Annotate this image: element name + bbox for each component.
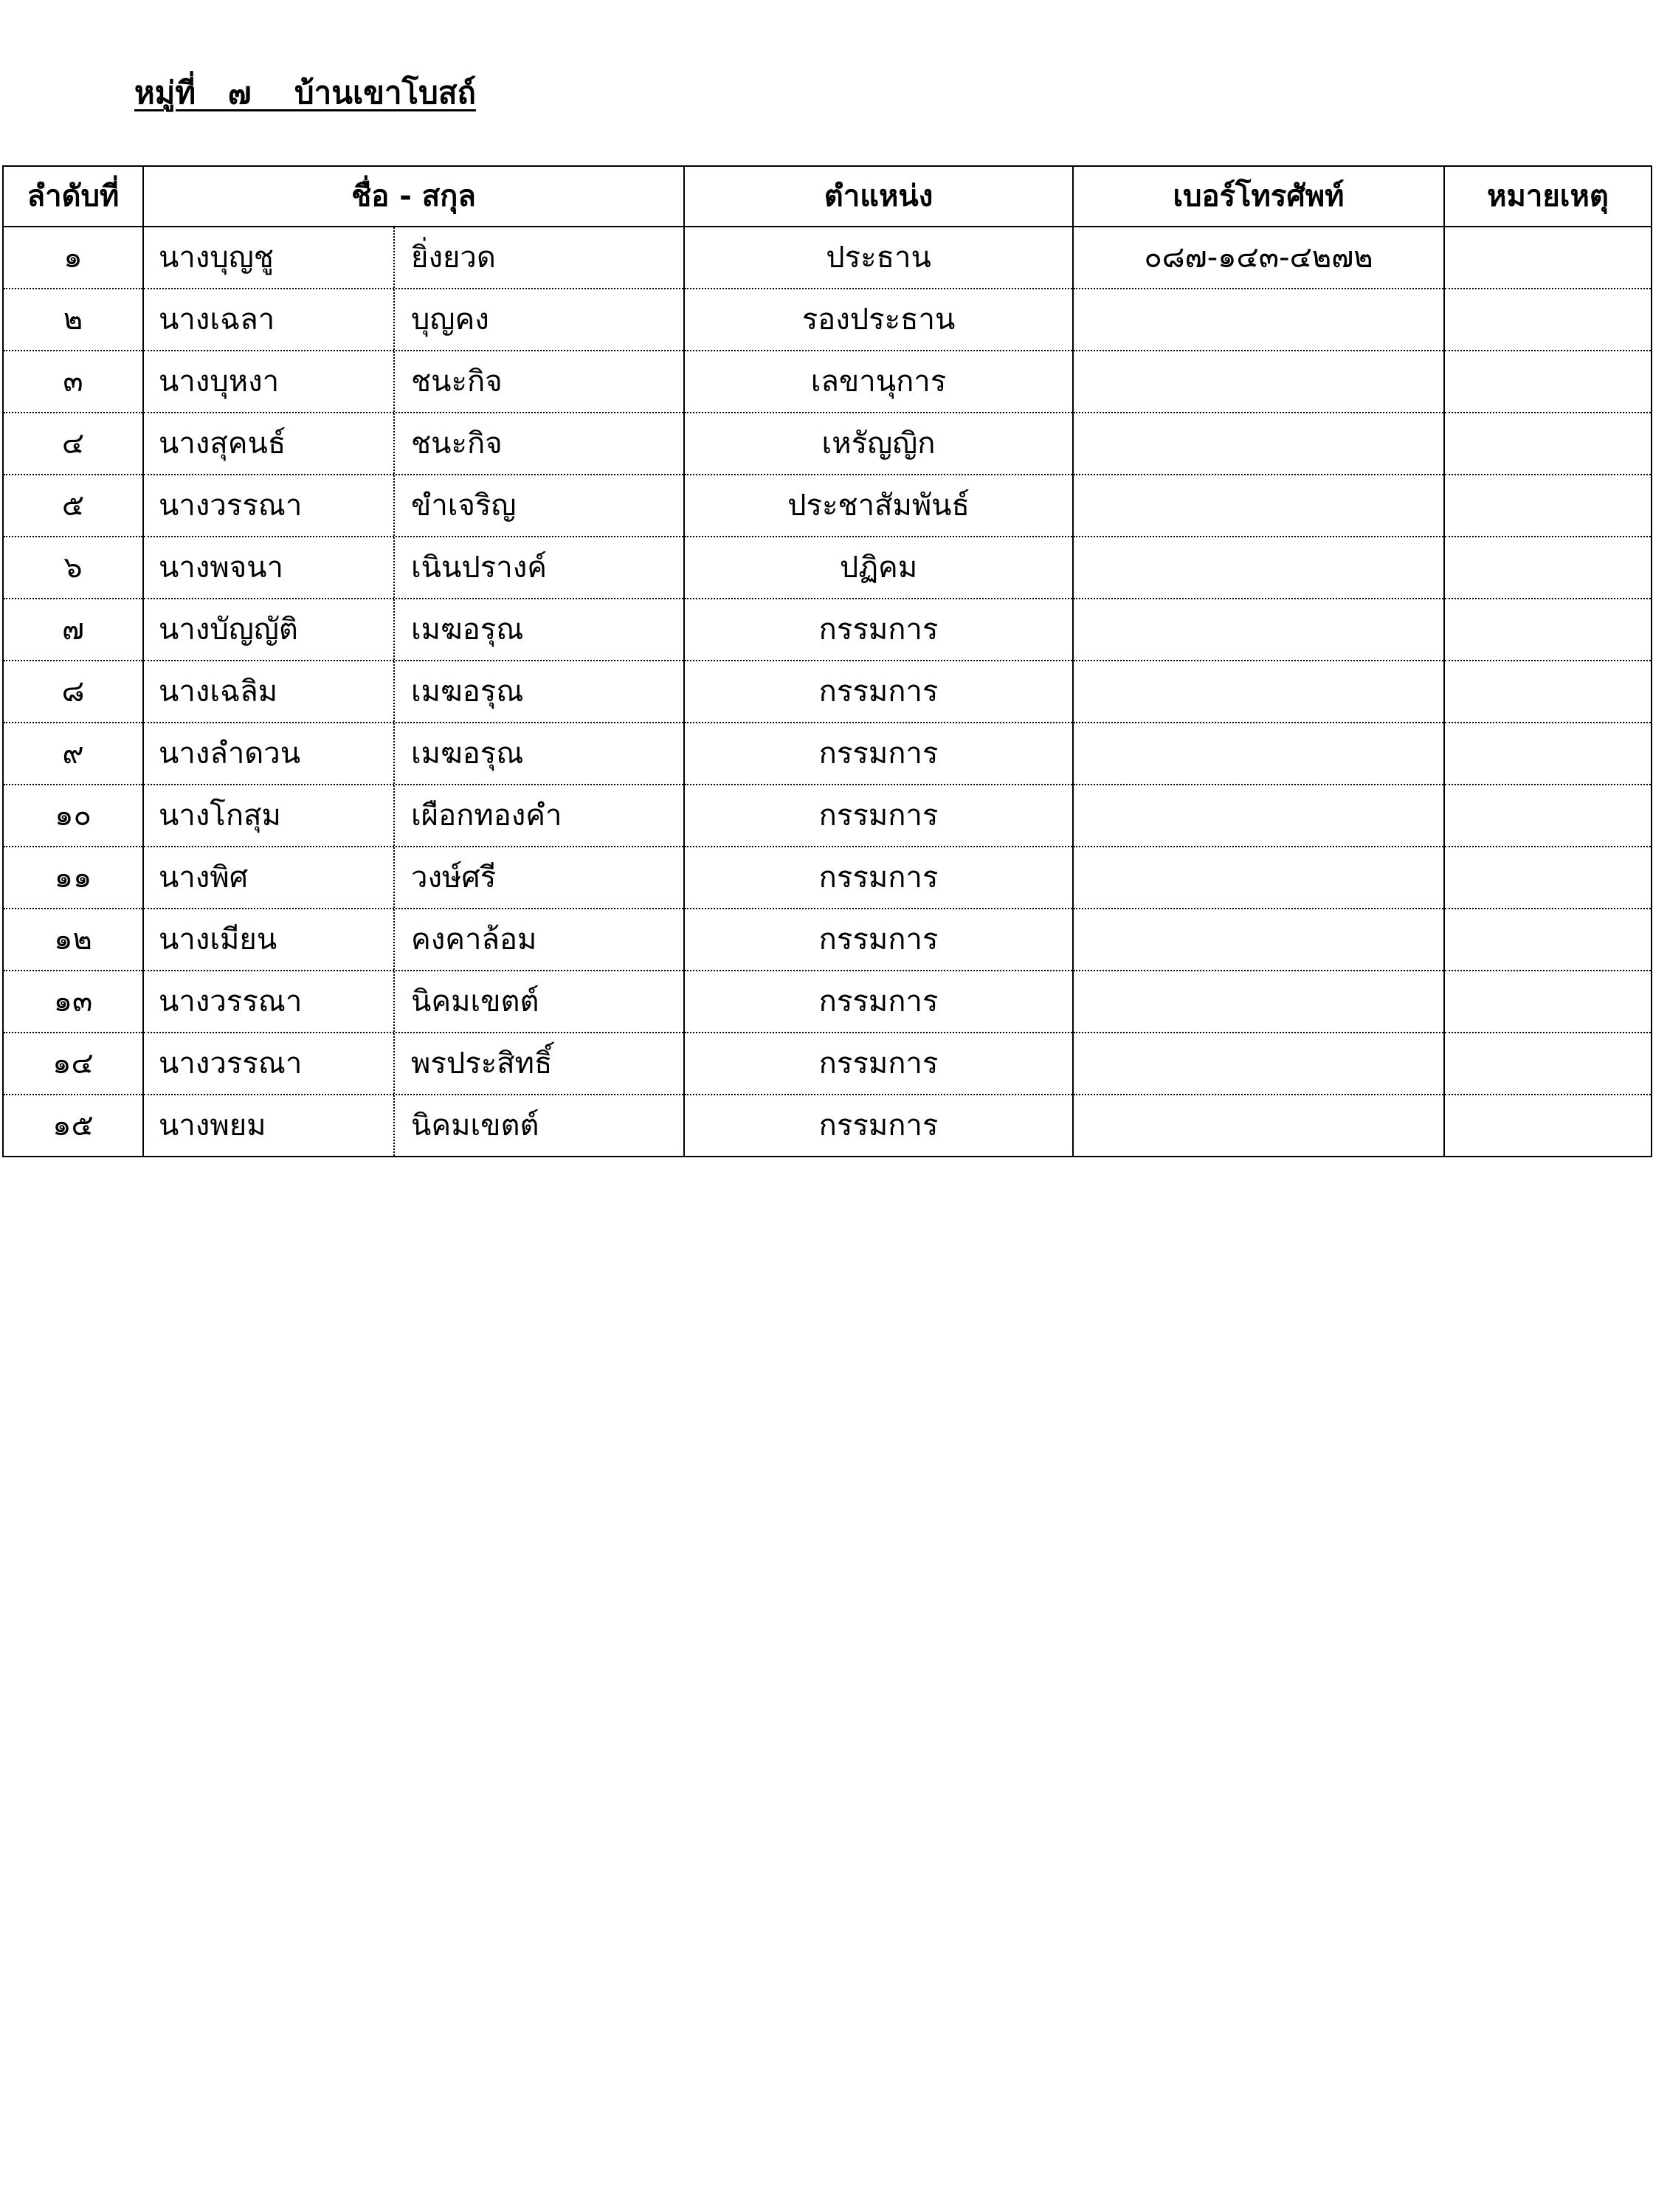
cell-position: เลขานุการ bbox=[684, 351, 1073, 413]
cell-remark bbox=[1444, 351, 1652, 413]
cell-no: ๑๕ bbox=[3, 1095, 143, 1157]
last-name: เมฆอรุณ bbox=[411, 675, 524, 709]
cell-name bbox=[143, 723, 684, 785]
cell-position: กรรมการ bbox=[684, 971, 1073, 1033]
cell-phone bbox=[1073, 1033, 1444, 1095]
first-name: นางบุหงา bbox=[159, 365, 280, 399]
table-row bbox=[3, 351, 1652, 413]
table-header-row bbox=[3, 166, 1652, 227]
table-row bbox=[3, 1033, 1652, 1095]
table-row bbox=[3, 1095, 1652, 1157]
name-divider bbox=[393, 909, 395, 970]
cell-phone bbox=[1073, 785, 1444, 847]
table-row bbox=[3, 971, 1652, 1033]
cell-position: ประธาน bbox=[684, 227, 1073, 289]
first-name: นางวรรณา bbox=[159, 1047, 303, 1081]
cell-no: ๖ bbox=[3, 537, 143, 599]
document-title: หมู่ที่ ๗ บ้านเขาโบสถ์ bbox=[134, 75, 476, 111]
cell-no: ๑๔ bbox=[3, 1033, 143, 1095]
cell-phone bbox=[1073, 599, 1444, 661]
last-name: บุญคง bbox=[411, 303, 489, 337]
last-name: เผือกทองคำ bbox=[411, 799, 562, 833]
cell-name bbox=[143, 661, 684, 723]
first-name: นางพยม bbox=[159, 1109, 266, 1143]
table-row bbox=[3, 661, 1652, 723]
cell-no: ๓ bbox=[3, 351, 143, 413]
last-name: ยิ่งยวด bbox=[411, 241, 496, 275]
cell-position: กรรมการ bbox=[684, 1095, 1073, 1157]
cell-remark bbox=[1444, 413, 1652, 475]
table-row bbox=[3, 475, 1652, 537]
first-name: นางวรรณา bbox=[159, 985, 303, 1019]
header-name: ชื่อ - สกุล bbox=[143, 166, 684, 227]
cell-name bbox=[143, 599, 684, 661]
cell-remark bbox=[1444, 661, 1652, 723]
committee-table bbox=[2, 165, 1652, 1157]
header-no: ลำดับที่ bbox=[3, 166, 143, 227]
cell-remark bbox=[1444, 847, 1652, 909]
cell-no: ๔ bbox=[3, 413, 143, 475]
cell-remark bbox=[1444, 909, 1652, 971]
name-divider bbox=[393, 785, 395, 846]
cell-phone bbox=[1073, 971, 1444, 1033]
cell-position: กรรมการ bbox=[684, 1033, 1073, 1095]
first-name: นางเฉลา bbox=[159, 303, 275, 337]
table-row bbox=[3, 537, 1652, 599]
cell-no: ๑๓ bbox=[3, 971, 143, 1033]
cell-remark bbox=[1444, 1033, 1652, 1095]
cell-position: กรรมการ bbox=[684, 723, 1073, 785]
cell-name bbox=[143, 971, 684, 1033]
first-name: นางสุคนธ์ bbox=[159, 427, 286, 461]
table-body bbox=[3, 227, 1652, 1157]
cell-name bbox=[143, 289, 684, 351]
first-name: นางโกสุม bbox=[159, 799, 281, 833]
name-divider bbox=[393, 289, 395, 350]
cell-phone bbox=[1073, 1095, 1444, 1157]
cell-phone bbox=[1073, 475, 1444, 537]
first-name: นางพจนา bbox=[159, 551, 283, 585]
last-name: ขำเจริญ bbox=[411, 489, 517, 523]
last-name: วงษ์ศรี bbox=[411, 861, 497, 895]
cell-position: กรรมการ bbox=[684, 599, 1073, 661]
name-divider bbox=[393, 1095, 395, 1156]
cell-phone bbox=[1073, 847, 1444, 909]
cell-phone bbox=[1073, 661, 1444, 723]
cell-no: ๗ bbox=[3, 599, 143, 661]
first-name: นางเมียน bbox=[159, 923, 277, 957]
cell-name bbox=[143, 351, 684, 413]
cell-remark bbox=[1444, 971, 1652, 1033]
cell-no: ๙ bbox=[3, 723, 143, 785]
last-name: นิคมเขตต์ bbox=[411, 985, 539, 1019]
last-name: ชนะกิจ bbox=[411, 427, 503, 461]
name-divider bbox=[393, 847, 395, 908]
cell-no: ๕ bbox=[3, 475, 143, 537]
cell-phone bbox=[1073, 289, 1444, 351]
last-name: เนินปรางค์ bbox=[411, 551, 547, 585]
cell-remark bbox=[1444, 475, 1652, 537]
cell-position: รองประธาน bbox=[684, 289, 1073, 351]
cell-phone bbox=[1073, 351, 1444, 413]
cell-position: เหรัญญิก bbox=[684, 413, 1073, 475]
name-divider bbox=[393, 661, 395, 722]
cell-no: ๑๑ bbox=[3, 847, 143, 909]
table-row bbox=[3, 785, 1652, 847]
cell-remark bbox=[1444, 1095, 1652, 1157]
header-remark: หมายเหตุ bbox=[1444, 166, 1652, 227]
first-name: นางบุญชู bbox=[159, 241, 274, 275]
table-row bbox=[3, 289, 1652, 351]
cell-position: กรรมการ bbox=[684, 909, 1073, 971]
name-divider bbox=[393, 971, 395, 1032]
table-row bbox=[3, 909, 1652, 971]
last-name: คงคาล้อม bbox=[411, 923, 537, 957]
cell-phone bbox=[1073, 723, 1444, 785]
last-name: เมฆอรุณ bbox=[411, 613, 524, 647]
cell-position: กรรมการ bbox=[684, 661, 1073, 723]
name-divider bbox=[393, 723, 395, 784]
table-row bbox=[3, 413, 1652, 475]
cell-no: ๑ bbox=[3, 227, 143, 289]
cell-phone bbox=[1073, 909, 1444, 971]
cell-no: ๑๒ bbox=[3, 909, 143, 971]
name-divider bbox=[393, 227, 395, 288]
cell-name bbox=[143, 847, 684, 909]
first-name: นางเฉลิม bbox=[159, 675, 278, 709]
cell-phone bbox=[1073, 413, 1444, 475]
cell-remark bbox=[1444, 723, 1652, 785]
header-position: ตำแหน่ง bbox=[684, 166, 1073, 227]
cell-remark bbox=[1444, 227, 1652, 289]
last-name: พรประสิทธิ์ bbox=[411, 1047, 553, 1081]
cell-position: ประชาสัมพันธ์ bbox=[684, 475, 1073, 537]
last-name: เมฆอรุณ bbox=[411, 737, 524, 771]
header-phone: เบอร์โทรศัพท์ bbox=[1073, 166, 1444, 227]
cell-no: ๑๐ bbox=[3, 785, 143, 847]
cell-position: ปฏิคม bbox=[684, 537, 1073, 599]
cell-no: ๘ bbox=[3, 661, 143, 723]
cell-position: กรรมการ bbox=[684, 847, 1073, 909]
name-divider bbox=[393, 1033, 395, 1094]
cell-remark bbox=[1444, 537, 1652, 599]
last-name: ชนะกิจ bbox=[411, 365, 503, 399]
name-divider bbox=[393, 413, 395, 474]
table-row bbox=[3, 599, 1652, 661]
name-divider bbox=[393, 351, 395, 412]
cell-name bbox=[143, 475, 684, 537]
name-divider bbox=[393, 475, 395, 536]
cell-name bbox=[143, 909, 684, 971]
name-divider bbox=[393, 537, 395, 598]
cell-name bbox=[143, 1033, 684, 1095]
cell-remark bbox=[1444, 785, 1652, 847]
first-name: นางพิศ bbox=[159, 861, 249, 895]
cell-remark bbox=[1444, 599, 1652, 661]
cell-position: กรรมการ bbox=[684, 785, 1073, 847]
first-name: นางลำดวน bbox=[159, 737, 301, 771]
name-divider bbox=[393, 599, 395, 660]
first-name: นางบัญญัติ bbox=[159, 613, 298, 647]
cell-name bbox=[143, 1095, 684, 1157]
cell-name bbox=[143, 537, 684, 599]
cell-name bbox=[143, 227, 684, 289]
table-row bbox=[3, 723, 1652, 785]
table-row bbox=[3, 847, 1652, 909]
first-name: นางวรรณา bbox=[159, 489, 303, 523]
table-row bbox=[3, 227, 1652, 289]
cell-remark bbox=[1444, 289, 1652, 351]
last-name: นิคมเขตต์ bbox=[411, 1109, 539, 1143]
cell-phone bbox=[1073, 537, 1444, 599]
cell-name bbox=[143, 413, 684, 475]
cell-name bbox=[143, 785, 684, 847]
cell-no: ๒ bbox=[3, 289, 143, 351]
cell-phone: ๐๘๗-๑๔๓-๔๒๗๒ bbox=[1073, 227, 1444, 289]
